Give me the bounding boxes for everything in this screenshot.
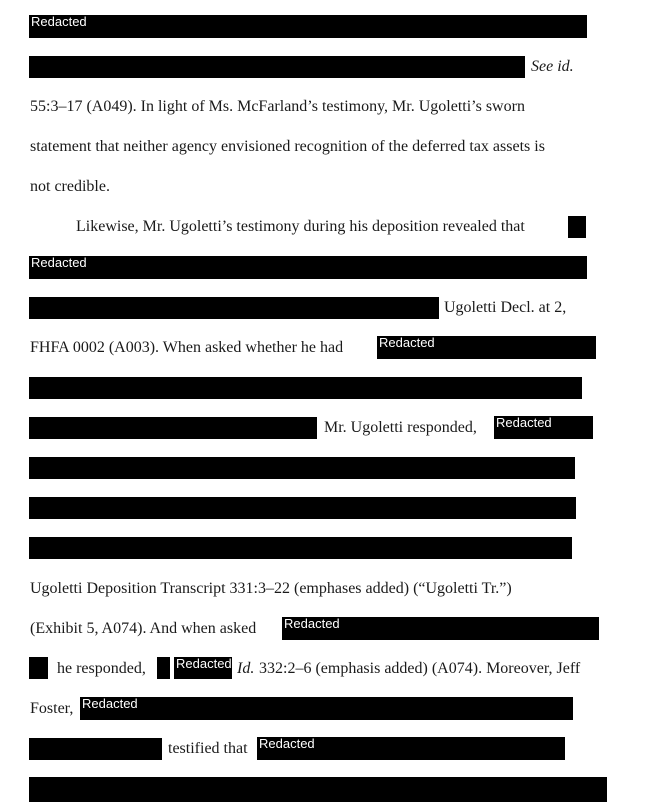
- redaction-block: [568, 216, 586, 238]
- redaction-label: Redacted: [176, 656, 232, 671]
- redaction-block: [29, 256, 587, 279]
- redaction-label: Redacted: [31, 14, 87, 29]
- redaction-block: [29, 497, 576, 519]
- body-text-line: testified that: [168, 740, 248, 757]
- body-text-line: he responded,: [57, 660, 146, 677]
- redaction-label: Redacted: [379, 335, 435, 350]
- redaction-block: [80, 697, 573, 720]
- redaction-block: [494, 416, 593, 439]
- redaction-label: Redacted: [496, 415, 552, 430]
- redaction-block: [29, 457, 575, 479]
- redaction-block: [29, 738, 162, 760]
- body-text-line: 332:2–6 (emphasis added) (A074). Moreover, Jeff: [259, 660, 581, 677]
- redaction-block: [29, 15, 587, 38]
- redaction-block: [282, 617, 599, 640]
- citation-see-id: See id.: [531, 58, 574, 75]
- redaction-block: [174, 657, 232, 679]
- body-text-line: Foster,: [30, 700, 74, 717]
- redaction-block: [29, 777, 607, 802]
- body-text-line: FHFA 0002 (A003). When asked whether he had: [30, 339, 344, 356]
- redaction-label: Redacted: [259, 736, 315, 751]
- redaction-block: [29, 56, 525, 78]
- redaction-block: [29, 657, 48, 679]
- redaction-block: [257, 737, 565, 760]
- body-text-line: Likewise, Mr. Ugoletti’s testimony during his deposition revealed that: [76, 218, 525, 235]
- redaction-block: [157, 657, 170, 679]
- redaction-label: Redacted: [31, 255, 87, 270]
- body-text-line: statement that neither agency envisioned recognition of the deferred tax assets is: [30, 138, 545, 155]
- redaction-label: Redacted: [82, 696, 138, 711]
- body-text-line: not credible.: [30, 178, 110, 195]
- redaction-block: [29, 537, 572, 559]
- body-text-line: Ugoletti Deposition Transcript 331:3–22 (emphases added) (“Ugoletti Tr.”): [30, 580, 512, 597]
- body-text-line: Mr. Ugoletti responded,: [324, 419, 477, 436]
- redaction-label: Redacted: [284, 616, 340, 631]
- citation-id: Id.: [237, 660, 255, 677]
- redaction-block: [29, 417, 317, 439]
- body-text-line: (Exhibit 5, A074). And when asked: [30, 620, 257, 637]
- body-text-line: 55:3–17 (A049). In light of Ms. McFarland’s testimony, Mr. Ugoletti’s sworn: [30, 98, 525, 115]
- redaction-block: [29, 297, 439, 319]
- redaction-block: [29, 377, 582, 399]
- body-text-line: Ugoletti Decl. at 2,: [444, 299, 567, 316]
- redaction-block: [377, 336, 596, 359]
